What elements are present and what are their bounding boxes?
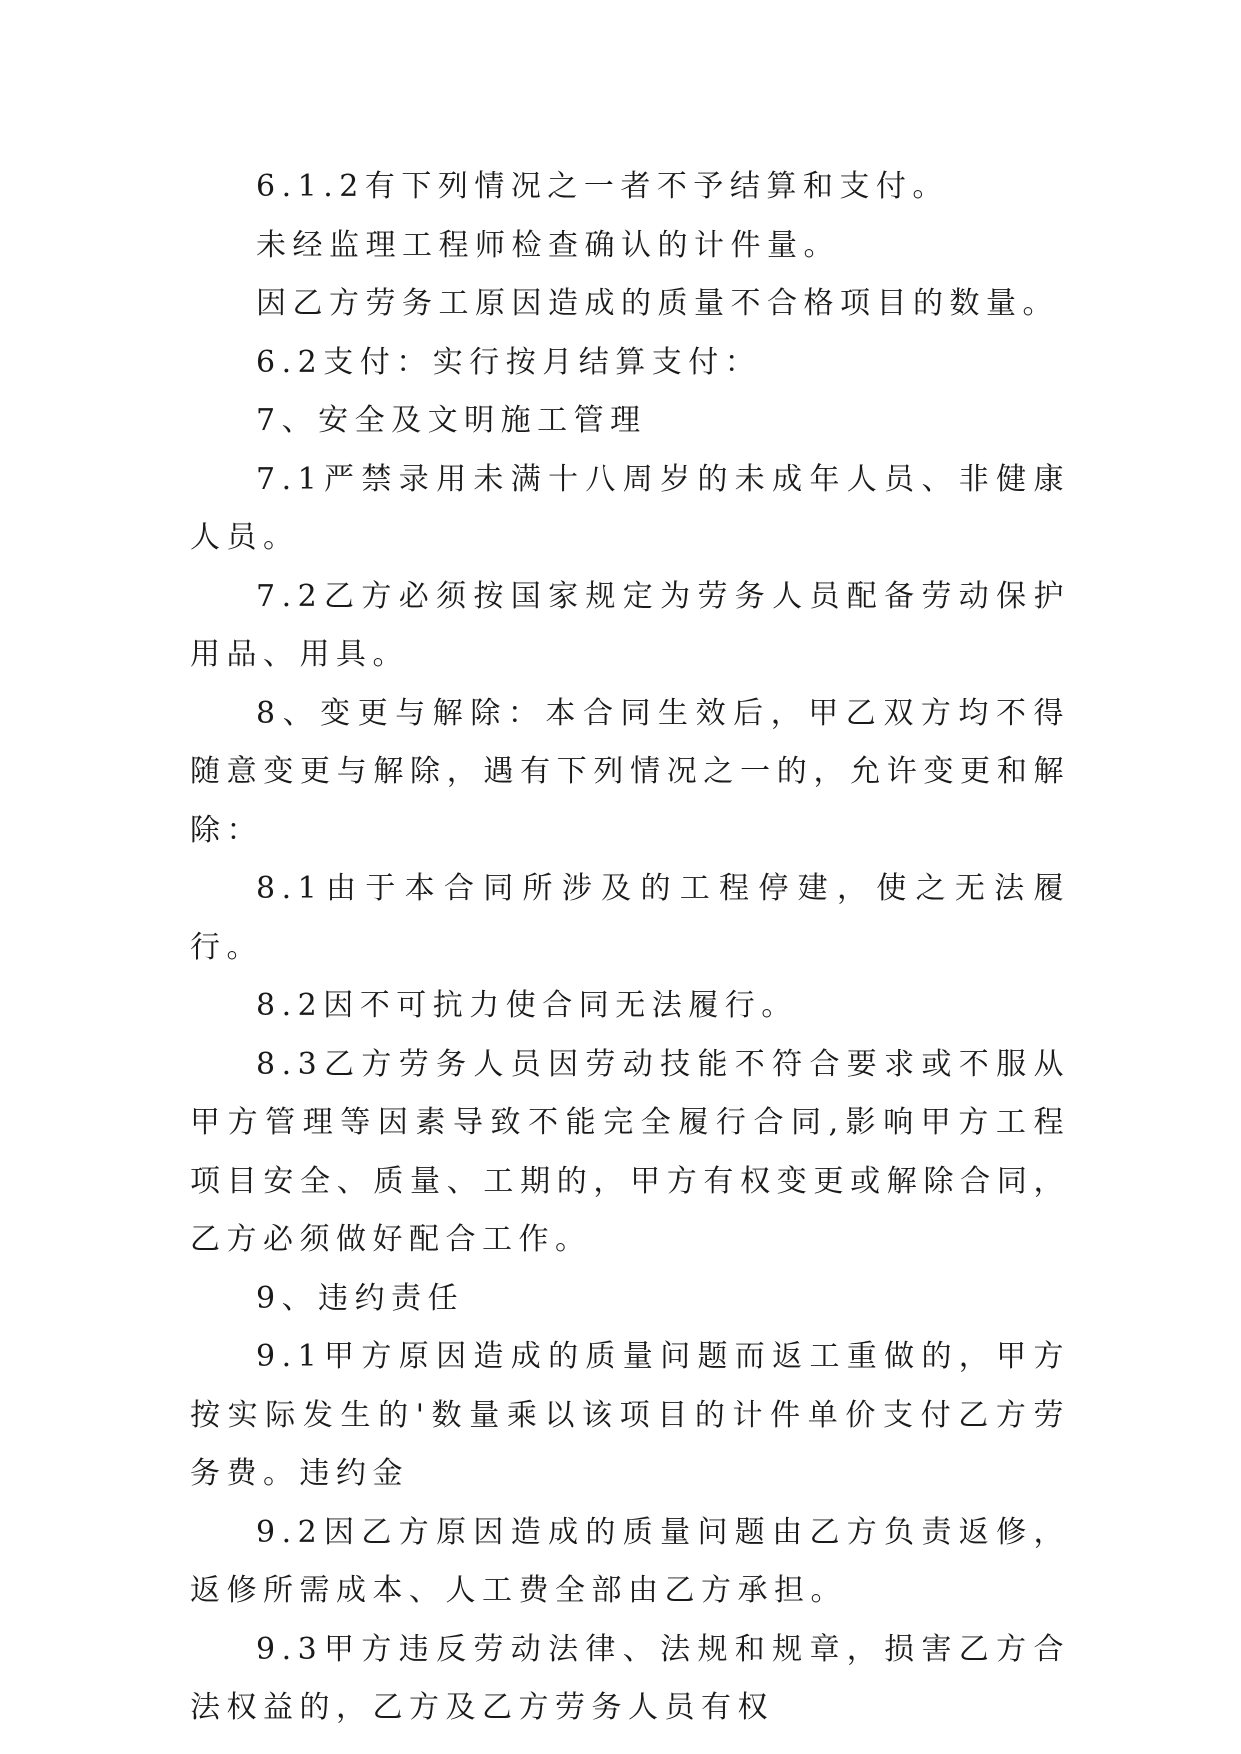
clause-8-1: 8.1由于本合同所涉及的工程停建，使之无法履行。 [190, 871, 1070, 965]
clause-7-1: 7.1严禁录用未满十八周岁的未成年人员、非健康人员。 [190, 461, 1070, 555]
clause-unqualified-items: 因乙方劳务工原因造成的质量不合格项目的数量。 [256, 286, 1059, 321]
clause-8-3: 8.3乙方劳务人员因劳动技能不符合要求或不服从甲方管理等因素导致不能完全履行合同,影响甲方工程项目安全、质量、工期的，甲方有权变更或解除合同，乙方必须做好配合工作。 [190, 1046, 1070, 1257]
clause-8-2: 8.2因不可抗力使合同无法履行。 [256, 988, 798, 1023]
clause-6-2: 6.2支付：实行按月结算支付： [256, 344, 762, 380]
document-body [190, 158, 1070, 1738]
clause-9-3: 9.3甲方违反劳动法律、法规和规章，损害乙方合法权益的，乙方及乙方劳务人员有权 [190, 1631, 1070, 1725]
clause-9-2: 9.2因乙方原因造成的质量问题由乙方负责返修，返修所需成本、人工费全部由乙方承担。 [190, 1514, 1070, 1608]
clause-9-1: 9.1甲方原因造成的质量问题而返工重做的，甲方按实际发生的'数量乘以该项目的计件单价支付乙方劳务费。违约金 [190, 1339, 1070, 1491]
clause-7-2: 7.2乙方必须按国家规定为劳务人员配备劳动保护用品、用具。 [190, 578, 1070, 672]
clause-unchecked-quantity: 未经监理工程师检查确认的计件量。 [256, 227, 840, 263]
section-9-heading: 9、违约责任 [256, 1280, 465, 1316]
clause-6-1-2: 6.1.2有下列情况之一者不予结算和支付。 [256, 169, 949, 204]
section-7-heading: 7、安全及文明施工管理 [256, 403, 647, 438]
section-8-heading: 8、变更与解除：本合同生效后，甲乙双方均不得随意变更与解除，遇有下列情况之一的，允许变更和解除： [190, 695, 1070, 848]
